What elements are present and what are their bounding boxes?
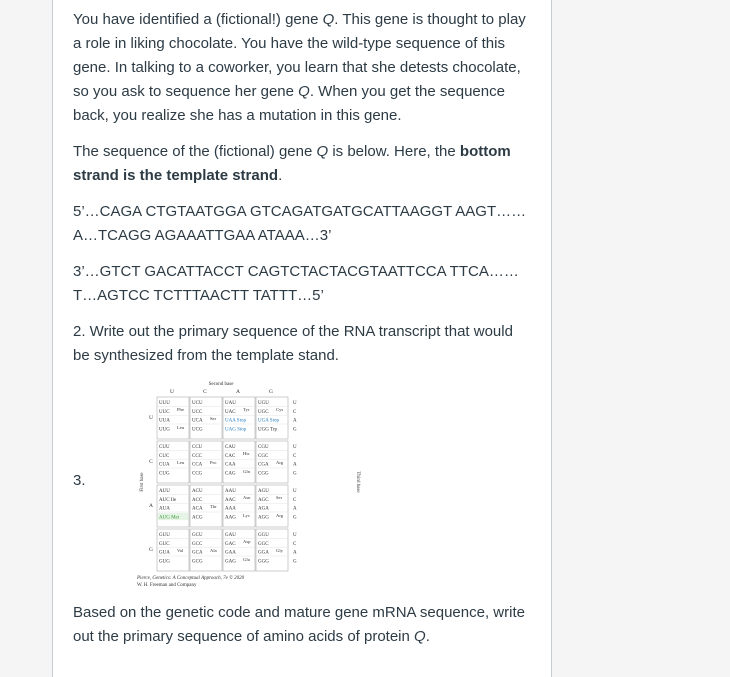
template-strand-note: bottom strand is the template strand [73,143,511,184]
row-label: C [149,459,153,465]
codon-cell: GUC [159,541,170,547]
codon-cell: CCC [192,453,203,459]
codon-cell: CGC [258,453,269,459]
codon-cell: UUA [159,418,170,424]
codon-cell: AAG [225,515,236,521]
codon-cell: UAA Stop [225,418,246,424]
content-card [52,0,552,677]
codon-cell: GAC [225,541,236,547]
third-base-letter: U [293,533,297,538]
question-3-number: 3. [73,472,86,489]
codon-cell: CCA [192,462,203,468]
codon-cell: UAU [225,401,236,406]
aa-thr: Thr [210,504,217,509]
col-header-g: G [269,389,273,395]
third-base-letter: A [293,550,297,556]
codon-grid [149,397,297,571]
aa-asp: Asp [243,539,251,544]
col-header-c: C [203,389,207,395]
third-base-letter: G [293,515,297,521]
codon-cell: CGA [258,462,269,468]
first-base-label: First base [140,472,145,492]
codon-cell: GCC [192,541,203,547]
aa-asn: Asn [243,495,251,500]
third-base-letter: G [293,427,297,433]
codon-cell: UGC [258,409,269,415]
codon-cell: AGG [258,515,269,521]
codon-cell: GGG [258,559,269,565]
codon-cell: CGG [258,471,269,477]
codon-cell: AAU [225,489,236,494]
codon-cell: GAG [225,559,236,565]
third-base-letter: A [293,462,297,468]
codon-cell: UAG Stop [225,427,247,433]
third-base-letter: U [293,445,297,450]
gene-name: Q [316,143,329,160]
third-base-label: Third base [355,471,360,493]
aa-phe: Phe [177,407,184,412]
codon-cell: UCU [192,401,203,406]
codon-cell: UGU [258,401,269,406]
codon-cell: CUC [159,453,170,459]
codon-cell: UCC [192,409,203,415]
third-base-letter: C [293,453,297,459]
codon-cell: AGU [258,489,269,494]
codon-cell: AGA [258,506,269,512]
codon-cell: UUC [159,409,170,415]
aa-arg1: Arg [276,460,284,465]
codon-cell: GCG [192,559,203,565]
codon-cell: CUU [159,445,170,450]
codon-cell: GUA [159,550,170,556]
codon-cell: CAU [225,445,236,450]
row-label: U [149,415,153,421]
codon-cell: CCG [192,471,203,477]
codon-cell: UUG [159,427,170,433]
intro-paragraph: You have identified a (fictional!) gene Q. This gene is thought to play a role in liking chocolate. You have the wild-type sequence of this gene. In talking to a coworker, you learn that she detests chocolate, so you ask to sequence her gene Q. When you get the sequence back, you realize she has a mutation in this gene. [73,11,526,124]
aa-ala: Ala [210,548,217,553]
codon-cell: GUU [159,533,170,538]
codon-cell: GCA [192,550,203,556]
top-strand: 5’…CAGA CTGTAATGGA GTCAGATGATGCATTAAGGT AAGT…… A…TCAGG AGAAATTGAA ATAAA…3’ [73,203,527,244]
third-base-letter: A [293,506,297,512]
codon-cell: GAA [225,550,236,556]
codon-cell: CCU [192,445,203,450]
codon-cell: ACA [192,506,203,512]
codon-table-figure [135,376,385,592]
codon-cell: AAC [225,497,236,503]
codon-cell: UCA [192,418,203,424]
aa-ser1: Ser [210,416,217,421]
question-2: 2. Write out the primary sequence of the RNA transcript that would be synthesized from the template stand. [73,323,513,364]
aa-leu1: Leu [177,425,185,430]
codon-cell: ACG [192,515,203,521]
row-label: A [149,503,153,509]
gene-name: Q [322,11,335,28]
figure-caption-2: W. H. Freeman and Company [137,583,197,588]
aa-glu: Glu [243,557,250,562]
codon-cell: CUA [159,462,170,468]
sequence-intro: The sequence of the (fictional) gene Q is below. Here, the bottom strand is the template strand. [73,143,511,184]
codon-cell: AGC [258,497,269,503]
third-base-letter: C [293,497,297,503]
codon-cell: CAC [225,453,236,459]
codon-cell: AUA [159,506,170,512]
codon-cell: ACU [192,489,203,494]
aa-gln: Gln [243,469,250,474]
third-base-letter: C [293,409,297,415]
codon-cell: ACC [192,497,203,503]
codon-cell: CAG [225,471,236,477]
aa-pro: Pro [210,460,217,465]
aa-leu2: Leu [177,460,185,465]
third-base-letter: U [293,401,297,406]
codon-cell: GCU [192,533,203,538]
codon-cell: CGU [258,445,269,450]
gene-name: Q [414,628,426,645]
codon-cell: CAA [225,462,236,468]
codon-cell: GGA [258,550,269,556]
aa-gly: Gly [276,548,283,553]
second-base-label: Second base [208,382,234,387]
aa-tyr: Tyr [243,407,250,412]
col-header-u: U [170,389,174,395]
aa-his: His [243,451,250,456]
aa-lys: Lys [243,513,250,518]
codon-cell: GUG [159,559,170,565]
codon-cell: UAC [225,409,236,415]
codon-cell: AUC Ile [159,497,177,503]
final-question: Based on the genetic code and mature gene mRNA sequence, write out the primary sequence of amino acids of protein Q. [73,604,525,645]
third-base-letter: G [293,559,297,565]
aa-cys: Cys [276,407,284,412]
third-base-letter: C [293,541,297,547]
third-base-letter: G [293,471,297,477]
row-label: G [149,547,153,553]
codon-cell: UGA Stop [258,418,279,424]
codon-cell: GGC [258,541,269,547]
aa-arg2: Arg [276,513,284,518]
codon-cell: GGU [258,533,269,538]
col-headers [170,389,273,395]
gene-name: Q [298,83,310,100]
col-header-a: A [236,389,240,395]
bottom-strand: 3’…GTCT GACATTACCT CAGTCTACTACGTAATTCCA TTCA…… T…AGTCC TCTTTAACTT TATTT…5’ [73,263,519,304]
codon-cell: UUU [159,401,170,406]
aa-val: Val [177,548,184,553]
third-base-letter: A [293,418,297,424]
codon-cell: UCG [192,427,203,433]
figure-caption-1: Pierce, Genetics: A Conceptual Approach, 7e © 2020 [137,576,245,581]
third-base-letter: U [293,489,297,494]
codon-cell: AUU [159,489,170,494]
question-content [73,8,533,380]
codon-cell: CUG [159,471,170,477]
codon-cell: UGG Trp [258,427,278,433]
aa-ser2: Ser [276,495,283,500]
codon-cell: AUG Met [159,515,180,521]
codon-cell: AAA [225,506,236,512]
codon-cell: GAU [225,533,236,538]
